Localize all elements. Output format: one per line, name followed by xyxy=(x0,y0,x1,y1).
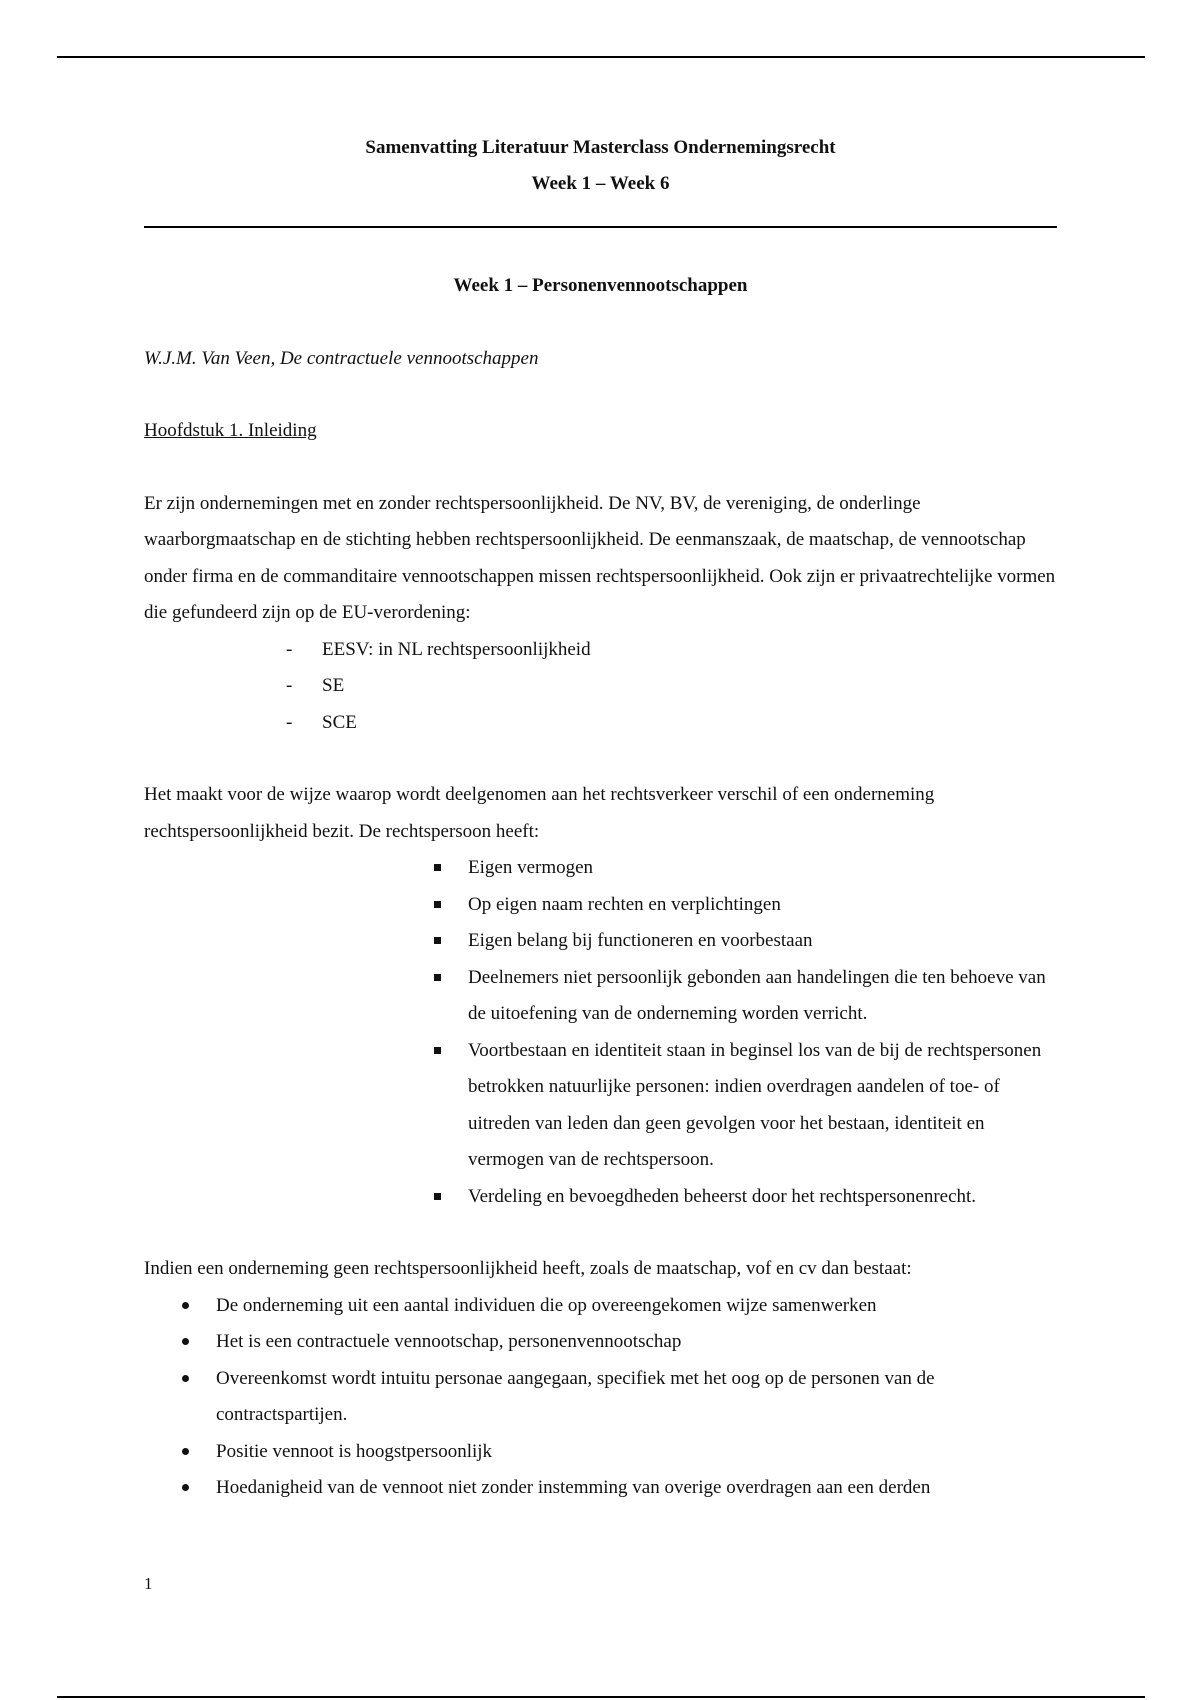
paragraph-1: Er zijn ondernemingen met en zonder rechtspersoonlijkheid. De NV, BV, de vereniging, de onderlinge waarborgmaatschap en de stichting hebben rechtspersoonlijkheid. De eenmanszaak, de maatschap, de vennootschap onder firma en de commanditaire vennootschappen missen rechtspersoonlijkheid. Ook zijn er privaatrechtelijke vormen die gefundeerd zijn op de EU-verordening: xyxy=(144,492,1056,623)
document-body xyxy=(144,130,1057,1507)
list-item: Op eigen naam rechten en verplichtingen xyxy=(144,887,1057,924)
document-subtitle: Week 1 – Week 6 xyxy=(531,173,670,194)
list-item: Eigen belang bij functioneren en voorbestaan xyxy=(144,923,1057,960)
list-item: Positie vennoot is hoogstpersoonlijk xyxy=(144,1434,1057,1471)
paragraph-2: Het maakt voor de wijze waarop wordt deelgenomen aan het rechtsverkeer verschil of een onderneming rechtspersoonlijkheid bezit. De rechtspersoon heeft: xyxy=(144,784,935,842)
paragraph-3: Indien een onderneming geen rechtspersoonlijkheid heeft, zoals de maatschap, vof en cv dan bestaat: xyxy=(144,1258,912,1279)
list-item: Deelnemers niet persoonlijk gebonden aan handelingen die ten behoeve van de uitoefening van de onderneming worden verricht. xyxy=(144,960,1057,1033)
list-item: - SCE xyxy=(144,705,1057,742)
source-citation: W.J.M. Van Veen, De contractuele vennootschappen xyxy=(144,347,539,369)
list-item: - SE xyxy=(144,668,1057,705)
page-bottom-rule xyxy=(57,1696,1145,1698)
page-top-rule xyxy=(57,56,1145,58)
list-item: Overeenkomst wordt intuitu personae aangegaan, specifiek met het oog op de personen van de contractspartijen. xyxy=(144,1361,1057,1434)
list-item: Hoedanigheid van de vennoot niet zonder instemming van overige overdragen aan een derden xyxy=(144,1470,1057,1507)
list-item: Eigen vermogen xyxy=(144,850,1057,887)
section-title: Week 1 – Personenvennootschappen xyxy=(453,275,748,296)
document-title: Samenvatting Literatuur Masterclass Ondernemingsrecht xyxy=(365,137,836,158)
page-number: 1 xyxy=(144,1574,153,1593)
list-item: Verdeling en bevoegdheden beheerst door het rechtspersonenrecht. xyxy=(144,1179,1057,1216)
list-item: De onderneming uit een aantal individuen die op overeengekomen wijze samenwerken xyxy=(144,1288,1057,1325)
square-bullet-list xyxy=(144,850,1057,1215)
list-item: - EESV: in NL rechtspersoonlijkheid xyxy=(144,632,1057,669)
list-item: Voortbestaan en identiteit staan in beginsel los van de bij de rechtspersonen betrokken natuurlijke personen: indien overdragen aandelen of toe- of uitreden van leden dan geen gevolgen voor het bestaan, identiteit en vermogen van de rechtspersoon. xyxy=(144,1033,1057,1179)
title-divider xyxy=(144,226,1057,228)
list-item: Het is een contractuele vennootschap, personenvennootschap xyxy=(144,1324,1057,1361)
dash-list xyxy=(144,632,1057,742)
dot-bullet-list xyxy=(144,1288,1057,1507)
chapter-title: Hoofdstuk 1. Inleiding xyxy=(144,420,317,441)
